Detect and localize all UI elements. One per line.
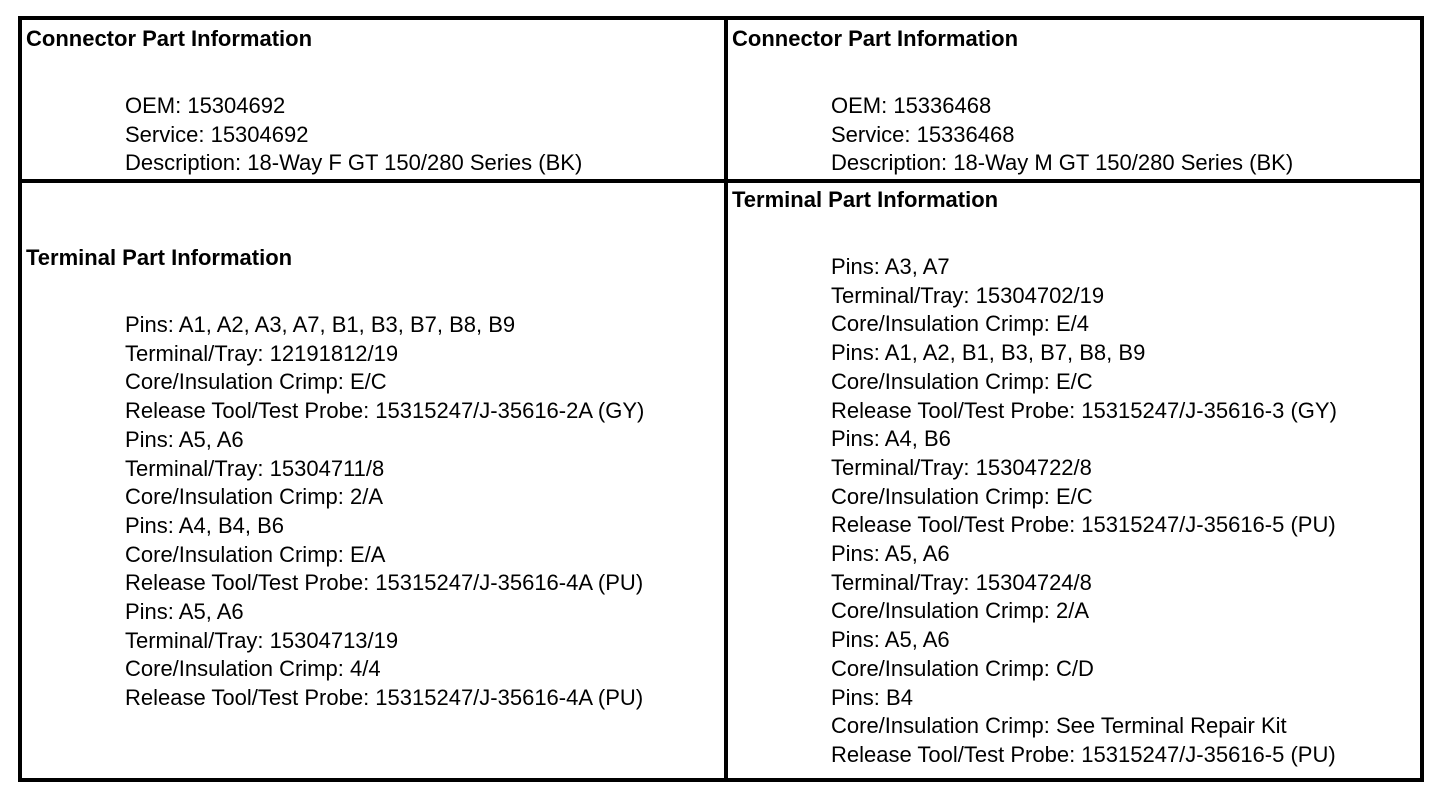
info-line: Pins: A3, A7 [831, 254, 950, 279]
connector-left-heading: Connector Part Information [26, 26, 313, 51]
info-line: Description: 18-Way F GT 150/280 Series (BK) [125, 150, 583, 176]
info-line: Core/Insulation Crimp: E/C [831, 368, 1093, 394]
info-line: Core/Insulation Crimp: 2/A [831, 598, 1089, 624]
info-line: Core/Insulation Crimp: E/A [125, 541, 386, 567]
info-line: OEM: 15336468 [831, 93, 992, 118]
info-line: Core/Insulation Crimp: E/C [831, 483, 1093, 509]
info-line: Core/Insulation Crimp: See Terminal Repair Kit [831, 713, 1287, 739]
info-line: Pins: A5, A6 [831, 541, 950, 567]
info-line: Pins: A4, B6 [831, 426, 951, 452]
terminal-left-cell [22, 183, 728, 778]
info-line: Pins: A4, B4, B6 [125, 512, 284, 538]
connector-right-lines [831, 92, 1293, 178]
info-line: Pins: A5, A6 [125, 599, 244, 625]
connector-left-cell [22, 20, 728, 183]
info-line: Release Tool/Test Probe: 15315247/J-35616-2A (GY) [125, 398, 645, 424]
info-line: Core/Insulation Crimp: 2/A [125, 484, 383, 510]
info-line: Release Tool/Test Probe: 15315247/J-35616-5 (PU) [831, 741, 1336, 767]
info-line: Core/Insulation Crimp: E/C [125, 369, 387, 395]
info-line: Core/Insulation Crimp: 4/4 [125, 656, 381, 682]
info-line: Terminal/Tray: 15304722/8 [831, 454, 1092, 480]
info-line: Terminal/Tray: 12191812/19 [125, 340, 399, 366]
connector-left-lines [125, 92, 582, 178]
info-line: Pins: A5, A6 [831, 627, 950, 653]
terminal-right-heading: Terminal Part Information [732, 187, 999, 212]
info-line: Pins: A1, A2, A3, A7, B1, B3, B7, B8, B9 [125, 312, 516, 337]
connector-right-cell [728, 20, 1422, 183]
info-line: Pins: B4 [831, 684, 913, 710]
info-line: Pins: A5, A6 [125, 426, 244, 452]
info-line: Service: 15336468 [831, 121, 1015, 147]
connector-right-heading: Connector Part Information [732, 26, 1019, 51]
info-line: Release Tool/Test Probe: 15315247/J-35616-4A (PU) [125, 570, 644, 596]
info-line: Release Tool/Test Probe: 15315247/J-35616-3 (GY) [831, 397, 1337, 423]
terminal-right-cell [728, 183, 1422, 778]
terminal-left-heading: Terminal Part Information [26, 245, 293, 270]
info-line: Release Tool/Test Probe: 15315247/J-35616-5 (PU) [831, 512, 1336, 538]
info-line: OEM: 15304692 [125, 93, 286, 118]
info-line: Pins: A1, A2, B1, B3, B7, B8, B9 [831, 340, 1146, 366]
info-line: Terminal/Tray: 15304724/8 [831, 569, 1092, 595]
terminal-right-lines [831, 253, 1337, 770]
info-line: Release Tool/Test Probe: 15315247/J-35616-4A (PU) [125, 685, 644, 711]
connector-info-table [18, 16, 1424, 782]
info-line: Terminal/Tray: 15304713/19 [125, 627, 399, 653]
terminal-left-lines [125, 311, 644, 713]
info-line: Service: 15304692 [125, 121, 309, 147]
info-line: Terminal/Tray: 15304702/19 [831, 282, 1105, 308]
info-line: Description: 18-Way M GT 150/280 Series (BK) [831, 150, 1294, 176]
info-line: Core/Insulation Crimp: C/D [831, 655, 1094, 681]
info-line: Core/Insulation Crimp: E/4 [831, 311, 1089, 337]
info-line: Terminal/Tray: 15304711/8 [125, 455, 385, 481]
